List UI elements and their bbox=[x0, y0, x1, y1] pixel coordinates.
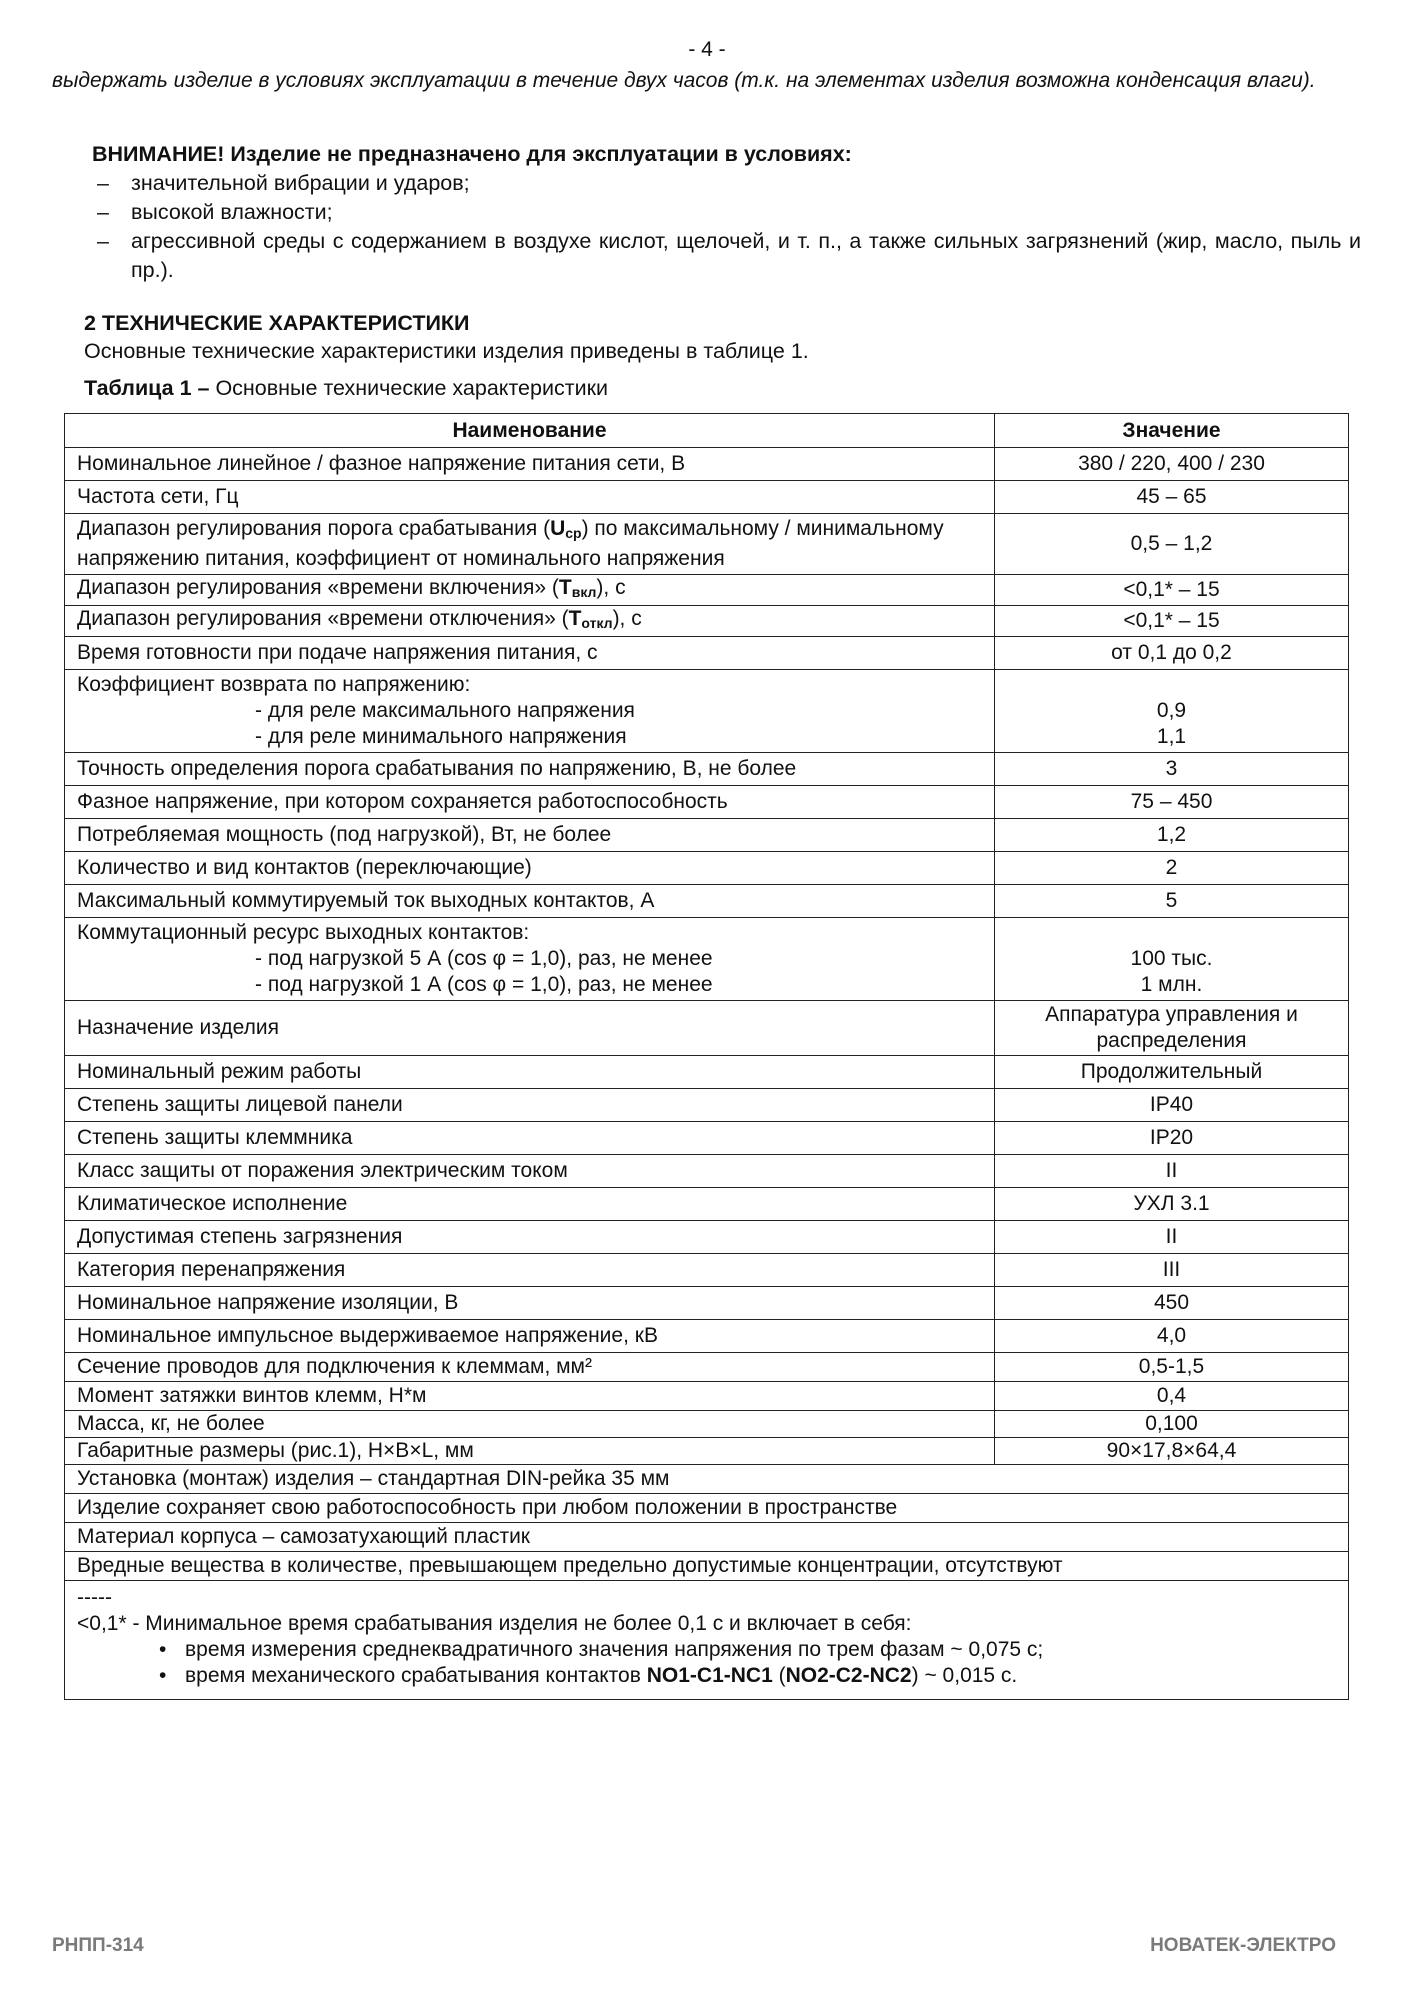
table-row bbox=[65, 1188, 1349, 1221]
row-name: Номинальное импульсное выдерживаемое напряжение, кВ bbox=[65, 1320, 995, 1353]
row-name: Масса, кг, не более bbox=[65, 1411, 995, 1438]
row-name: Фазное напряжение, при котором сохраняется работоспособность bbox=[65, 786, 995, 819]
table-full-row bbox=[65, 1552, 1349, 1581]
row-value: 1,2 bbox=[995, 819, 1349, 852]
header-value: Значение bbox=[995, 414, 1349, 448]
row-value: 0,4 bbox=[995, 1382, 1349, 1411]
table-full-row bbox=[65, 1465, 1349, 1494]
header-name: Наименование bbox=[65, 414, 995, 448]
dash-icon: – bbox=[97, 229, 109, 253]
row-value: 0,100 bbox=[995, 1411, 1349, 1438]
table-row bbox=[65, 1287, 1349, 1320]
page-number: - 4 - bbox=[688, 38, 726, 61]
row-value: II bbox=[995, 1221, 1349, 1254]
row-value: 0,5 – 1,2 bbox=[995, 514, 1349, 575]
row-name: Степень защиты лицевой панели bbox=[65, 1089, 995, 1122]
full-row-text: Материал корпуса – самозатухающий пластик bbox=[65, 1523, 1349, 1552]
row-value: от 0,1 до 0,2 bbox=[995, 637, 1349, 670]
row-value: 45 – 65 bbox=[995, 481, 1349, 514]
table-row bbox=[65, 1155, 1349, 1188]
row-value: IP20 bbox=[995, 1122, 1349, 1155]
table-row bbox=[65, 606, 1349, 637]
section-title: 2 ТЕХНИЧЕСКИЕ ХАРАКТЕРИСТИКИ bbox=[84, 311, 470, 335]
row-name: Время готовности при подаче напряжения питания, с bbox=[65, 637, 995, 670]
table-caption: Таблица 1 – Основные технические характеристики bbox=[84, 376, 609, 400]
footnote-text: <0,1* - Минимальное время срабатывания изделия не более 0,1 с и включает в себя: bbox=[77, 1612, 912, 1635]
table-row bbox=[65, 481, 1349, 514]
table-row bbox=[65, 1320, 1349, 1353]
full-row-text: Вредные вещества в количестве, превышающем предельно допустимые концентрации, отсутствуют bbox=[65, 1552, 1349, 1581]
row-value: 100 тыс. 1 млн. bbox=[995, 918, 1349, 1001]
table-row bbox=[65, 1382, 1349, 1411]
warning-item: – агрессивной среды с содержанием в воздухе кислот, щелочей, и т. п., а также сильных загрязнений (жир, масло, пыль и пр.). bbox=[97, 229, 1361, 282]
table-row bbox=[65, 1221, 1349, 1254]
table-full-row bbox=[65, 1494, 1349, 1523]
dash-icon: – bbox=[97, 171, 109, 195]
spec-table bbox=[64, 413, 1349, 1700]
table-row bbox=[65, 575, 1349, 606]
row-value: 75 – 450 bbox=[995, 786, 1349, 819]
row-name: Номинальный режим работы bbox=[65, 1056, 995, 1089]
intro-paragraph: выдержать изделие в условиях эксплуатации в течение двух часов (т.к. на элементах изделия возможна конденсация влаги). bbox=[52, 69, 1316, 92]
row-name: Габаритные размеры (рис.1), H×B×L, мм bbox=[65, 1438, 995, 1465]
warning-block bbox=[52, 140, 1361, 285]
row-value: IP40 bbox=[995, 1089, 1349, 1122]
row-name: Коммутационный ресурс выходных контактов: - под нагрузкой 5 А (cos φ = 1,0), раз, не менее - под нагрузкой 1 А (cos φ = 1,0), раз, не менее bbox=[65, 918, 995, 1001]
row-name: Момент затяжки винтов клемм, Н*м bbox=[65, 1382, 995, 1411]
row-value: 90×17,8×64,4 bbox=[995, 1438, 1349, 1465]
row-name: Диапазон регулирования «времени включения» $(T_{вкл})$, с bbox=[65, 575, 995, 606]
row-name: Коэффициент возврата по напряжению: - для реле максимального напряжения - для реле минимального напряжения bbox=[65, 670, 995, 753]
footnote-item: • время измерения среднеквадратичного значения напряжения по трем фазам ~ 0,075 с; bbox=[159, 1638, 1044, 1661]
warning-title: ВНИМАНИЕ! Изделие не предназначено для эксплуатации в условиях: bbox=[92, 142, 852, 166]
row-name: Назначение изделия bbox=[65, 1001, 995, 1056]
row-name: Точность определения порога срабатывания по напряжению, В, не более bbox=[65, 753, 995, 786]
table-row bbox=[65, 637, 1349, 670]
table-row bbox=[65, 753, 1349, 786]
table-row bbox=[65, 786, 1349, 819]
row-value: <0,1* – 15 bbox=[995, 606, 1349, 637]
footer-company: НОВАТЕК-ЭЛЕКТРО bbox=[1150, 1935, 1336, 1956]
row-value: Продолжительный bbox=[995, 1056, 1349, 1089]
table-row bbox=[65, 448, 1349, 481]
table-row bbox=[65, 1089, 1349, 1122]
row-name: Потребляемая мощность (под нагрузкой), Вт, не более bbox=[65, 819, 995, 852]
table-row bbox=[65, 1001, 1349, 1056]
table-row bbox=[65, 670, 1349, 753]
row-value: 0,5-1,5 bbox=[995, 1353, 1349, 1382]
table-row bbox=[65, 514, 1349, 575]
table-full-row bbox=[65, 1523, 1349, 1552]
table-row bbox=[65, 1438, 1349, 1465]
table-row bbox=[65, 885, 1349, 918]
table-row bbox=[65, 1122, 1349, 1155]
bullet-icon: • bbox=[159, 1638, 167, 1661]
full-row-text: Изделие сохраняет свою работоспособность при любом положении в пространстве bbox=[65, 1494, 1349, 1523]
warning-list bbox=[52, 169, 1361, 285]
footer-model: РНПП-314 bbox=[52, 1935, 144, 1956]
row-name: Максимальный коммутируемый ток выходных контактов, А bbox=[65, 885, 995, 918]
footnote-list bbox=[77, 1637, 1336, 1689]
footnote-item: • время механического срабатывания контактов NO1-C1-NC1 (NO2-C2-NC2) ~ 0,015 с. bbox=[159, 1664, 1018, 1687]
row-value: 3 bbox=[995, 753, 1349, 786]
row-value: Аппаратура управления и распределения bbox=[995, 1001, 1349, 1056]
table-row bbox=[65, 819, 1349, 852]
row-name: Диапазон регулирования «времени отключения» $(T_{откл})$, с bbox=[65, 606, 995, 637]
table-footnote-row bbox=[65, 1581, 1349, 1700]
row-name: Номинальное линейное / фазное напряжение питания сети, В bbox=[65, 448, 995, 481]
warning-item: – значительной вибрации и ударов; bbox=[52, 169, 1361, 198]
table-header-row bbox=[65, 414, 1349, 448]
row-value: 0,9 1,1 bbox=[995, 670, 1349, 753]
row-name: Класс защиты от поражения электрическим током bbox=[65, 1155, 995, 1188]
row-name: Частота сети, Гц bbox=[65, 481, 995, 514]
row-name: Категория перенапряжения bbox=[65, 1254, 995, 1287]
table-row bbox=[65, 1056, 1349, 1089]
table-row bbox=[65, 852, 1349, 885]
section-text: Основные технические характеристики изделия приведены в таблице 1. bbox=[84, 339, 809, 363]
row-value: УХЛ 3.1 bbox=[995, 1188, 1349, 1221]
row-value: 5 bbox=[995, 885, 1349, 918]
footnote-separator: ----- bbox=[77, 1586, 112, 1609]
table-row bbox=[65, 1353, 1349, 1382]
table-row bbox=[65, 1411, 1349, 1438]
row-value: <0,1* – 15 bbox=[995, 575, 1349, 606]
table-row bbox=[65, 1254, 1349, 1287]
row-value: 4,0 bbox=[995, 1320, 1349, 1353]
full-row-text: Установка (монтаж) изделия – стандартная DIN-рейка 35 мм bbox=[65, 1465, 1349, 1494]
row-name: Климатическое исполнение bbox=[65, 1188, 995, 1221]
table-row bbox=[65, 918, 1349, 1001]
warning-item: – высокой влажности; bbox=[52, 198, 1361, 227]
row-value: II bbox=[995, 1155, 1349, 1188]
row-value: III bbox=[995, 1254, 1349, 1287]
row-value: 2 bbox=[995, 852, 1349, 885]
row-name: Степень защиты клеммника bbox=[65, 1122, 995, 1155]
row-name: Количество и вид контактов (переключающие) bbox=[65, 852, 995, 885]
bullet-icon: • bbox=[159, 1664, 167, 1687]
row-name: Допустимая степень загрязнения bbox=[65, 1221, 995, 1254]
row-name: Диапазон регулирования порога срабатывания $(U_{ср})$ по максимальному / минимальному напряжению питания, коэффициент от номинального напряжения bbox=[65, 514, 995, 575]
footnote bbox=[65, 1581, 1349, 1700]
row-name: Номинальное напряжение изоляции, В bbox=[65, 1287, 995, 1320]
dash-icon: – bbox=[97, 200, 109, 224]
row-name: Сечение проводов для подключения к клеммам, мм² bbox=[65, 1353, 995, 1382]
row-value: 380 / 220, 400 / 230 bbox=[995, 448, 1349, 481]
row-value: 450 bbox=[995, 1287, 1349, 1320]
